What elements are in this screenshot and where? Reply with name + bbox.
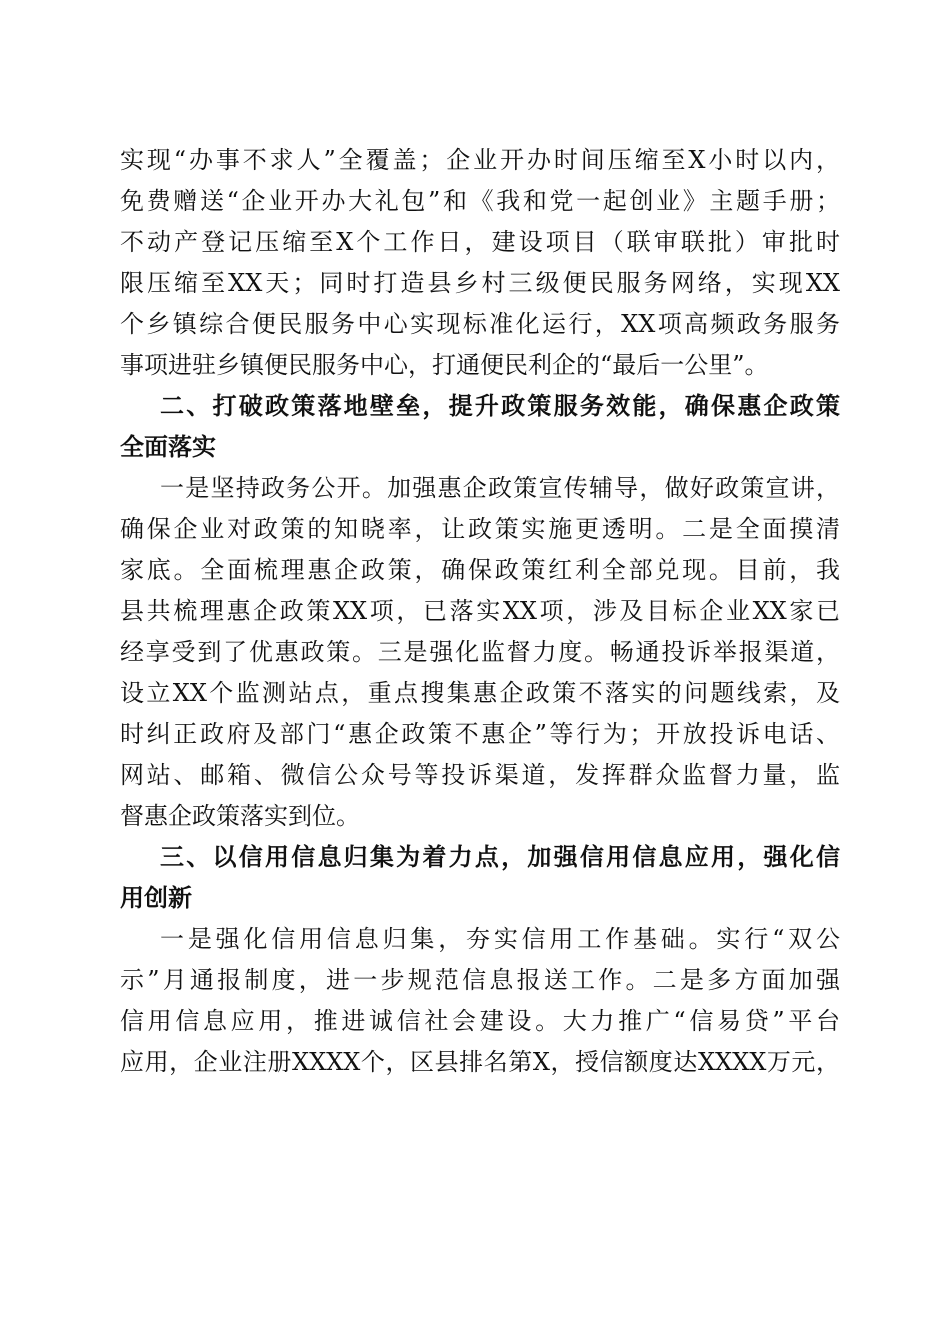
text-line: 经享受到了优惠政策。三是强化监督力度。畅通投诉举报渠道， [120, 638, 840, 666]
section-heading-2 [120, 386, 840, 468]
heading-line: 二、打破政策落地壁垒，提升政策服务效能，确保惠企政策 [160, 392, 840, 420]
paragraph-2 [120, 468, 840, 837]
text-line: 设立XX个监测站点，重点搜集惠企政策不落实的问题线索，及 [120, 679, 840, 707]
text-line: 县共梳理惠企政策XX项，已落实XX项，涉及目标企业XX家已 [120, 597, 840, 625]
text-line: 限压缩至XX天；同时打造县乡村三级便民服务网络，实现XX [120, 269, 840, 297]
text-line: 一是坚持政务公开。加强惠企政策宣传辅导，做好政策宣讲， [160, 474, 840, 502]
text-line: 个乡镇综合便民服务中心实现标准化运行，XX项高频政务服务 [120, 310, 840, 338]
text-line: 免费赠送“企业开办大礼包”和《我和党一起创业》主题手册； [120, 187, 840, 215]
text-line: 应用，企业注册XXXX个，区县排名第X，授信额度达XXXX万元， [120, 1048, 840, 1076]
text-line: 确保企业对政策的知晓率，让政策实施更透明。二是全面摸清 [120, 515, 840, 543]
text-line: 网站、邮箱、微信公众号等投诉渠道，发挥群众监督力量，监 [120, 761, 840, 789]
text-line: 家底。全面梳理惠企政策，确保政策红利全部兑现。目前，我 [120, 556, 840, 584]
text-line: 信用信息应用，推进诚信社会建设。大力推广“信易贷”平台 [120, 1007, 840, 1035]
heading-line: 三、以信用信息归集为着力点，加强信用信息应用，强化信 [160, 843, 840, 871]
paragraph-3 [120, 919, 840, 1083]
text-line: 时纠正政府及部门“惠企政策不惠企”等行为；开放投诉电话、 [120, 720, 840, 748]
text-line: 督惠企政策落实到位。 [120, 802, 360, 830]
paragraph-1 [120, 140, 840, 386]
section-heading-3 [120, 837, 840, 919]
text-line: 示”月通报制度，进一步规范信息报送工作。二是多方面加强 [120, 966, 840, 994]
text-line: 事项进驻乡镇便民服务中心，打通便民利企的“最后一公里”。 [120, 351, 769, 379]
text-line: 一是强化信用信息归集，夯实信用工作基础。实行“双公 [160, 925, 840, 953]
text-line: 实现“办事不求人”全覆盖；企业开办时间压缩至X小时以内， [120, 146, 840, 174]
heading-line: 全面落实 [120, 433, 216, 461]
document-body [120, 140, 840, 1083]
heading-line: 用创新 [120, 884, 192, 912]
text-line: 不动产登记压缩至X个工作日，建设项目（联审联批）审批时 [120, 228, 840, 256]
